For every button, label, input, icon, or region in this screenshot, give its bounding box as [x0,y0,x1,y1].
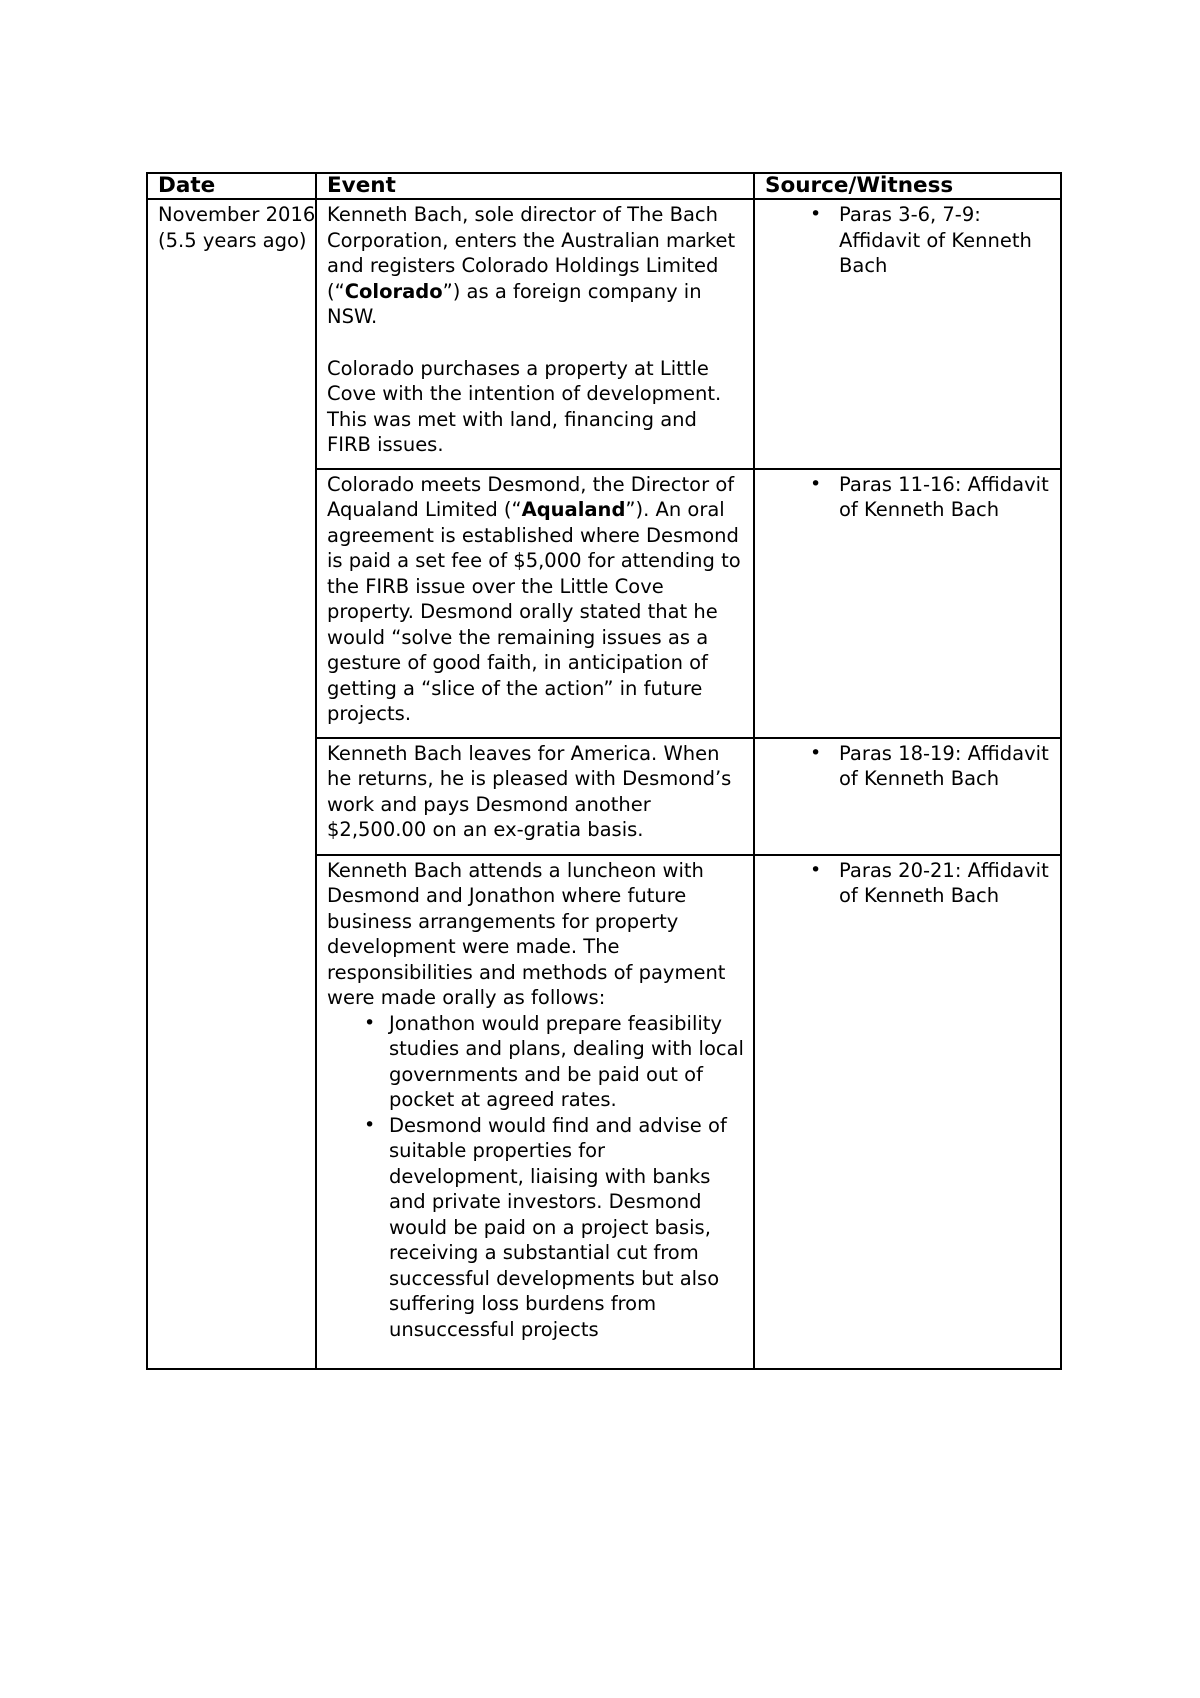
source-list [765,858,1052,909]
event-cell [316,855,754,1370]
source-item: • Paras 3-6, 7-9: Affidavit of Kenneth Bach [765,202,1052,279]
source-list [765,741,1052,792]
event-text: ”) as a foreign company in NSW. [327,279,702,328]
event-bullet-item: • Jonathon would prepare feasibility studies and plans, dealing with local governments and be paid out of pocket at agreed rates. [327,1011,745,1113]
source-item: • Paras 20-21: Affidavit of Kenneth Bach [765,858,1052,909]
event-paragraph: Colorado purchases a property at Little Cove with the intention of development. This was met with land, financing and FIRB issues. [327,356,722,456]
source-cell [754,469,1061,738]
defined-term: Aqualand [521,498,626,521]
header-row [147,173,1061,199]
event-bullet-list [327,1011,745,1343]
event-paragraph [327,472,745,727]
date-relative-text: (5.5 years ago) [158,228,307,252]
event-paragraph: Kenneth Bach leaves for America. When he returns, he is pleased with Desmond’s work and pays Desmond another $2,500.00 on an ex-gratia basis. [327,741,732,841]
event-bullet-item: • Desmond would find and advise of suitable properties for development, liaising with banks and private investors. Desmond would be paid on a project basis, receiving a substantial cut from successful developments but also suffering loss burdens from unsuccessful projects [327,1113,745,1343]
source-list [765,472,1052,523]
chronology-table [146,172,1062,1370]
event-text: Kenneth Bach, sole director of The Bach Corporation, enters the Australian market and registers Colorado Holdings Limited (“ [327,203,736,303]
event-paragraph: Kenneth Bach attends a luncheon with Desmond and Jonathon where future business arrangements for property development were made. The responsibilities and methods of payment were made orally as follows: [327,858,726,1009]
event-cell [316,738,754,855]
source-item: • Paras 18-19: Affidavit of Kenneth Bach [765,741,1052,792]
source-cell [754,855,1061,1370]
source-item: • Paras 11-16: Affidavit of Kenneth Bach [765,472,1052,523]
header-date: Date [147,173,316,199]
date-text: November 2016 [158,203,316,226]
source-cell [754,199,1061,469]
source-list [765,202,1052,279]
header-event: Event [316,173,754,199]
event-cell [316,199,754,469]
defined-term: Colorado [344,279,443,303]
table-row [147,199,1061,469]
date-cell [147,199,316,1369]
event-text: Colorado meets Desmond, the Director of Aqualand Limited (“ [327,472,735,521]
header-source: Source/Witness [754,173,1061,199]
event-cell [316,469,754,738]
source-cell [754,738,1061,855]
event-text: ”). An oral agreement is established where Desmond is paid a set fee of $5,000 for attending to the FIRB issue over the Little Cove property. Desmond orally stated that he would “solve the remaining issues as a gesture of good faith, in anticipation of getting a “slice of the action” in future projects. [327,498,741,725]
event-paragraph [327,202,745,330]
